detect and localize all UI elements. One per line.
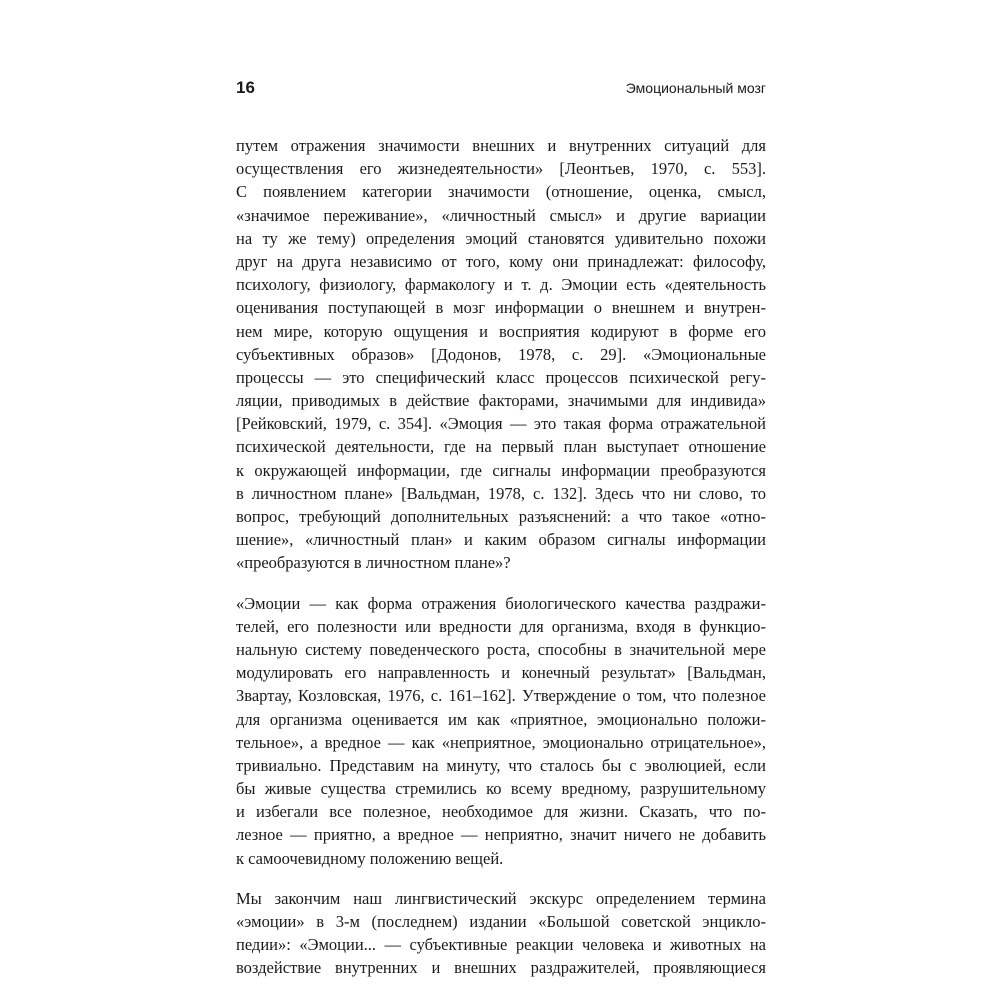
text-line: Мы закончим наш лингвистический экскурс определением термина (236, 888, 766, 908)
body-text (236, 134, 766, 997)
page-number: 16 (236, 78, 255, 97)
text-line: С появлением категории значимости (отношение, оценка, смысл, (236, 182, 766, 202)
text-line: и избегали все полезное, необходимое для жизни. Сказать, что по- (236, 802, 766, 822)
text-line: Звартау, Козловская, 1976, с. 161–162]. Утверждение о том, что полезное (236, 686, 766, 706)
text-line: осуществления его жизнедеятельности» [Леонтьев, 1970, с. 553]. (236, 159, 766, 179)
text-line: путем отражения значимости внешних и внутренних ситуаций для (236, 136, 766, 155)
text-line: в личностном плане» [Вальдман, 1978, с. 132]. Здесь что ни слово, то (236, 483, 766, 503)
text-line: «преобразуются в личностном плане»? (236, 553, 511, 573)
text-line: субъективных образов» [Додонов, 1978, с. 29]. «Эмоциональные (236, 344, 766, 364)
text-line: на ту же тему) определения эмоций становятся удивительно похожи (236, 228, 766, 248)
text-line: к окружающей информации, где сигналы информации преобразуются (236, 460, 766, 480)
text-line: «эмоции» в 3-м (последнем) издании «Большой советской энцикло- (236, 912, 766, 931)
paragraph (236, 134, 766, 575)
text-line: к самоочевидному положению вещей. (236, 848, 504, 868)
text-line: нем мире, которую ощущения и восприятия кодируют в форме его (236, 321, 766, 341)
text-line: воздействие внутренних и внешних раздражителей, проявляющиеся (236, 958, 766, 978)
text-line: вопрос, требующий дополнительных разъяснений: а что такое «отно- (236, 507, 766, 526)
text-line: психологу, физиологу, фармакологу и т. д. Эмоции есть «деятельность (236, 275, 766, 295)
text-line: «значимое переживание», «личностный смысл» и другие вариации (236, 205, 766, 225)
text-line: для организма оценивается им как «приятное, эмоционально положи- (236, 709, 766, 729)
text-line: телей, его полезности или вредности для организма, входя в функцио- (236, 616, 766, 636)
text-line: ляции, приводимых в действие факторами, значимыми для индивида» (236, 391, 766, 411)
text-line: [Рейковский, 1979, с. 354]. «Эмоция — это такая форма отражательной (236, 414, 766, 434)
page-header (236, 76, 766, 102)
text-line: лезное — приятно, а вредное — неприятно, значит ничего не добавить (236, 825, 766, 845)
text-line: «Эмоции — как форма отражения биологического качества раздражи- (236, 593, 766, 613)
text-line: друг на друга независимо от того, кому они принадлежат: философу, (236, 251, 766, 271)
text-line: оценивания поступающей в мозг информации о внешнем и внутрен- (236, 298, 766, 318)
text-line: шение», «личностный план» и каким образом сигналы информации (236, 530, 766, 550)
paragraph (236, 887, 766, 980)
paragraph (236, 592, 766, 870)
text-line: нальную систему поведенческого роста, способны в значительной мере (236, 639, 766, 659)
running-title: Эмоциональный мозг (625, 80, 766, 96)
text-line: психической деятельности, где на первый план выступает отношение (236, 437, 766, 457)
text-line: тривиально. Представим на минуту, что сталось бы с эволюцией, если (236, 755, 766, 775)
text-line: бы живые существа стремились ко всему вредному, разрушительному (236, 779, 766, 799)
text-line: педии»: «Эмоции... — субъективные реакции человека и животных на (236, 935, 766, 955)
text-line: тельное», а вредное — как «неприятное, эмоционально отрицательное», (236, 732, 766, 752)
text-line: модулировать его направленность и конечный результат» [Вальдман, (236, 663, 766, 683)
text-line: процессы — это специфический класс процессов психической регу- (236, 367, 766, 387)
